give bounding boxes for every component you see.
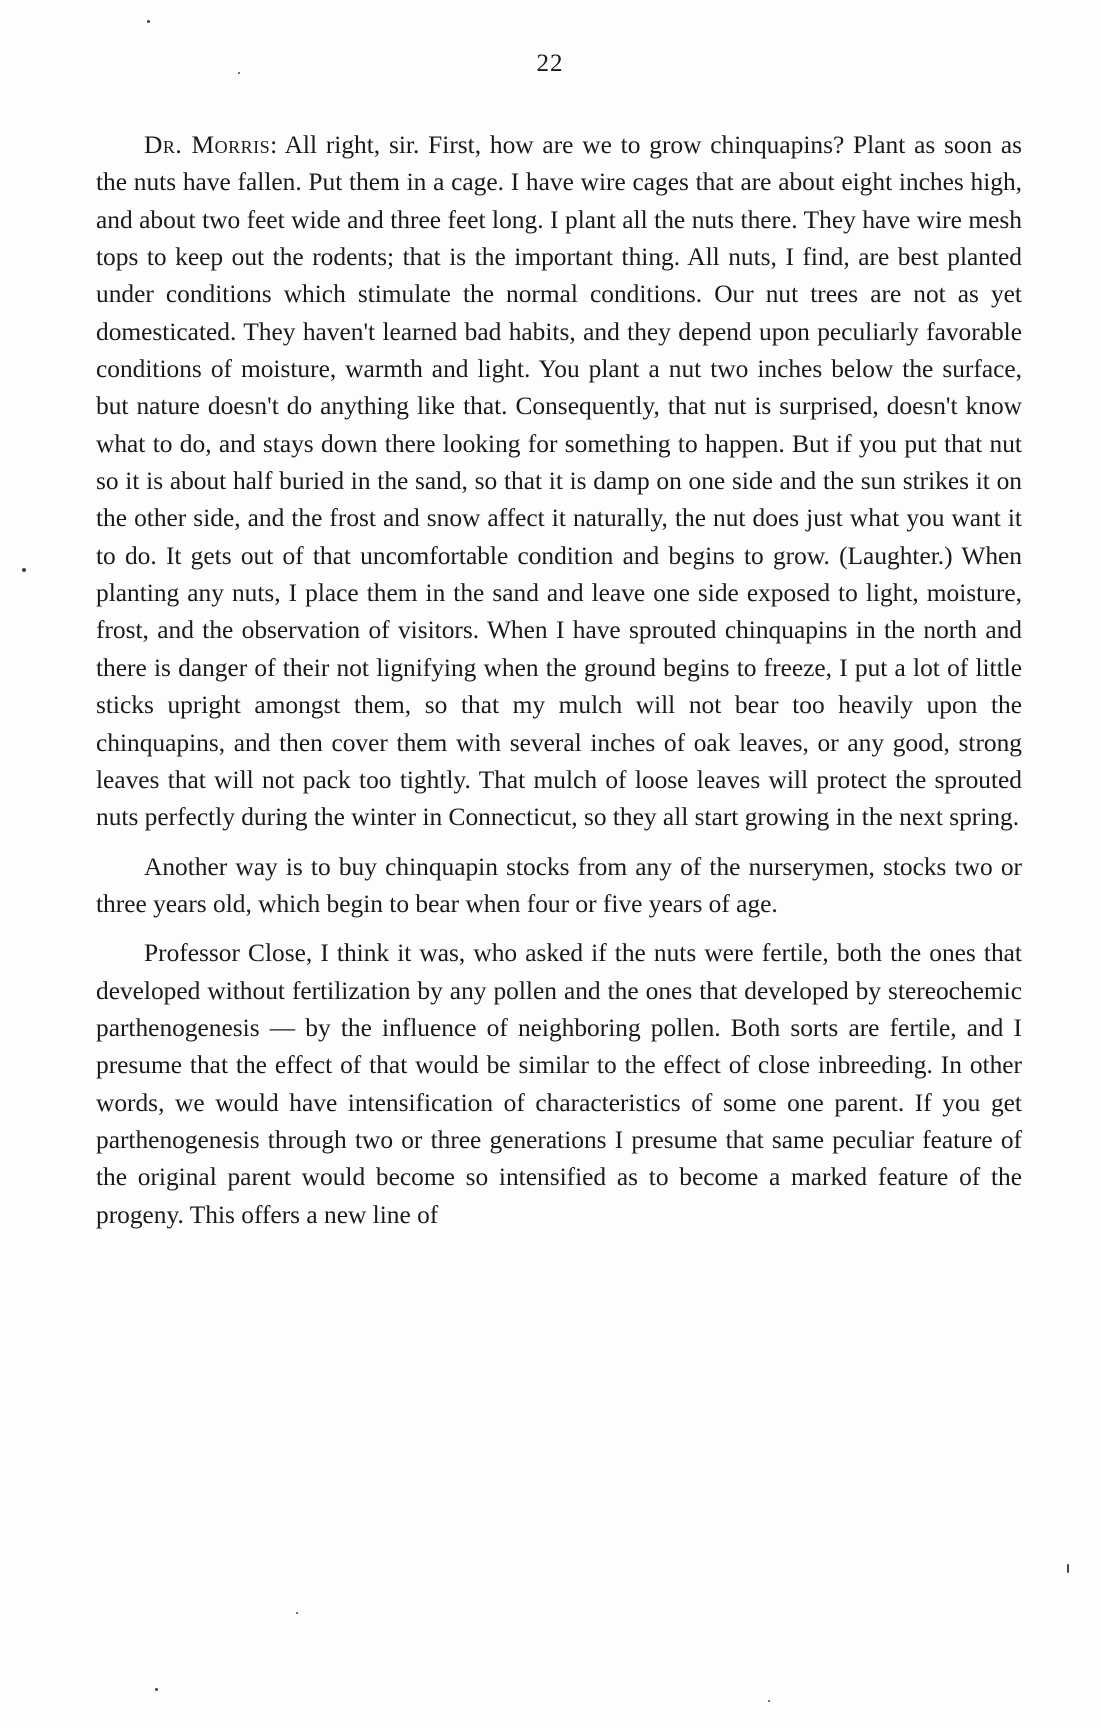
- paragraph-2: Another way is to buy chinquapin stocks from any of the nurserymen, stocks two or three years old, which begin to bear when four or five years of age.: [96, 852, 1022, 918]
- speaker-name: Dr. Morris: [144, 131, 271, 159]
- paragraph-1-text: : All right, sir. First, how are we to grow chinquapins? Plant as soon as the nuts have fallen. Put them in a cage. I have wire cages that are about eight inches high, and about two feet wide and three feet long. I plant all the nuts there. They have wire mesh tops to keep out the rodents; that is the important thing. All nuts, I find, are best planted under conditions which stimulate the normal conditions. Our nut trees are not as yet domesticated. They haven't learned bad habits, and they depend upon peculiarly favorable conditions of moisture, warmth and light. You plant a nut two inches below the surface, but nature doesn't do anything like that. Consequently, that nut is surprised, doesn't know what to do, and stays down there looking for something to happen. But if you put that nut so it is about half buried in the sand, so that it is damp on one side and the sun strikes it on the other side, and the frost and snow affect it naturally, the nut does just what you want it to do. It gets out of that uncomfortable condition and begins to grow. (Laughter.) When planting any nuts, I place them in the sand and leave one side exposed to light, moisture, frost, and the observation of visitors. When I have sprouted chinquapins in the north and there is danger of their not lignifying when the ground begins to freeze, I put a lot of little sticks upright amongst them, so that my mulch will not bear too heavily upon the chinquapins, and then cover them with several inches of oak leaves, or any good, strong leaves that will not pack too tightly. That mulch of loose leaves will protect the sprouted nuts perfectly during the winter in Connecticut, so they all start growing in the next spring.: [96, 131, 1022, 832]
- scan-speck: [768, 1700, 770, 1702]
- scan-speck: [147, 20, 150, 23]
- scan-speck: [296, 1612, 298, 1614]
- scan-speck: [1067, 1564, 1069, 1573]
- scan-speck: [238, 72, 240, 74]
- scan-speck: [22, 568, 26, 572]
- paragraph-3: Professor Close, I think it was, who asked if the nuts were fertile, both the ones that developed without fertilization by any pollen and the ones that developed by stereochemic parthenogenesis — by the influence of neighboring pollen. Both sorts are fertile, and I presume that the effect of that would be similar to the effect of close inbreeding. In other words, we would have intensification of characteristics of some one parent. If you get parthenogenesis through two or three generations I presume that same peculiar feature of the original parent would become so intensified as to become a marked feature of the progeny. This offers a new line of: [96, 939, 1022, 1229]
- scan-speck: [155, 1688, 158, 1691]
- paragraph-1: [96, 127, 1022, 837]
- page-number: 22: [536, 50, 564, 77]
- text-body: [96, 127, 1022, 1246]
